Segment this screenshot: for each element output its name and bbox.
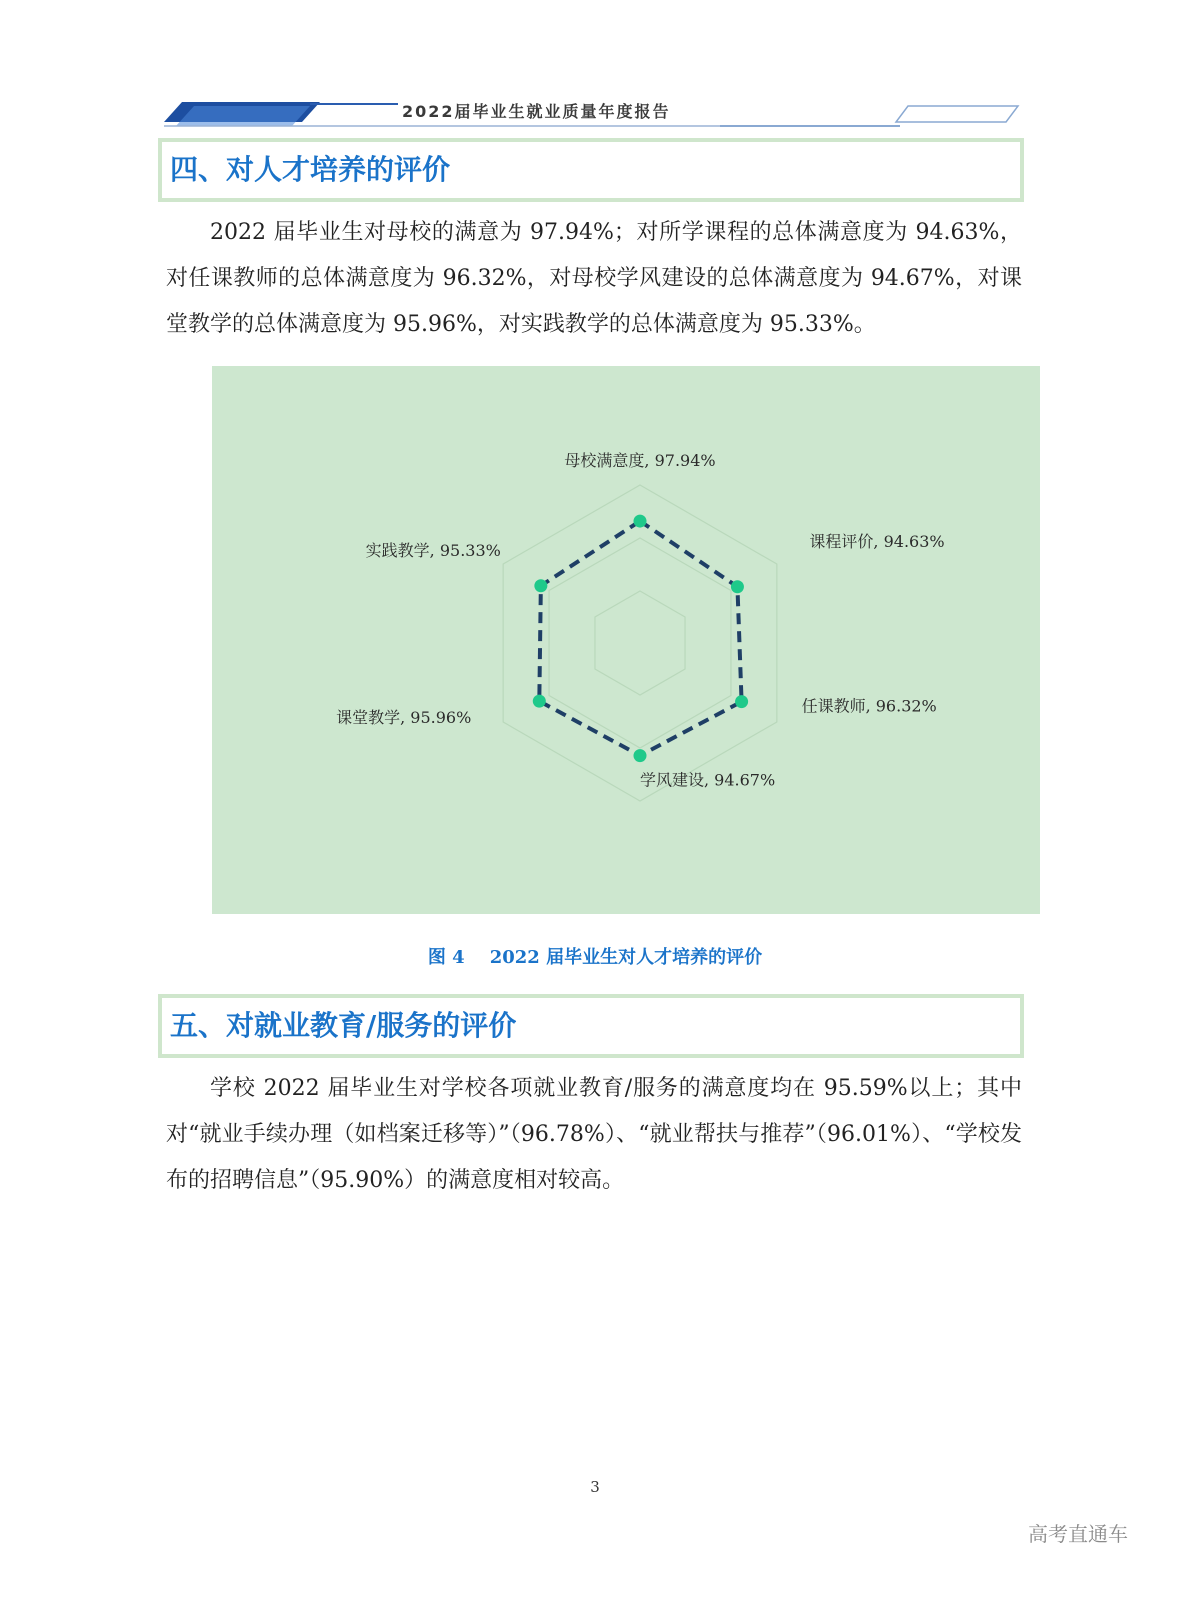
section5-heading-box (158, 994, 1024, 1058)
section4-paragraph: 2022 届毕业生对母校的满意为 97.94%；对所学课程的总体满意度为 94.63%，对任课教师的总体满意度为 96.32%，对母校学风建设的总体满意度为 94.67%，对课堂教学的总体满意度为 95.96%，对实践教学的总体满意度为 95.33%。 (166, 220, 1022, 337)
radar-grid-ring-1 (595, 591, 685, 695)
radar-chart-svg (212, 366, 1040, 914)
radar-point-5 (533, 695, 546, 708)
radar-label-3: 任课教师, 96.32% (801, 696, 937, 716)
radar-grid-ring-2 (549, 538, 731, 748)
section5-paragraph: 学校 2022 届毕业生对学校各项就业教育/服务的满意度均在 95.59%以上；其中对“就业手续办理（如档案迁移等）”（96.78%）、“就业帮扶与推荐”（96.01%）、“学校发布的招聘信息”（95.90%）的满意度相对较高。 (166, 1076, 1022, 1193)
radar-label-2: 课程评价, 94.63% (809, 531, 945, 551)
section4-title: 四、对人才培养的评价 (170, 153, 451, 186)
radar-point-2 (731, 580, 744, 593)
radar-point-4 (634, 749, 647, 762)
radar-label-1: 母校满意度, 97.94% (564, 451, 716, 471)
section5-title: 五、对就业教育/服务的评价 (170, 1009, 517, 1042)
radar-point-6 (534, 579, 547, 592)
figure-caption: 图 4 2022 届毕业生对人才培养的评价 (427, 947, 763, 968)
watermark: 高考直通车 (1028, 1522, 1128, 1546)
radar-series-line (539, 521, 741, 756)
radar-label-6: 实践教学, 95.33% (365, 540, 501, 560)
radar-label-5: 课堂教学, 95.96% (336, 708, 472, 728)
radar-label-4: 学风建设, 94.67% (640, 770, 776, 790)
radar-point-3 (735, 695, 748, 708)
section4-heading-box (158, 138, 1024, 202)
radar-chart (212, 366, 1040, 914)
radar-point-1 (634, 515, 647, 528)
page-number: 3 (590, 1478, 600, 1496)
report-header-title: 2022届毕业生就业质量年度报告 (402, 102, 671, 121)
